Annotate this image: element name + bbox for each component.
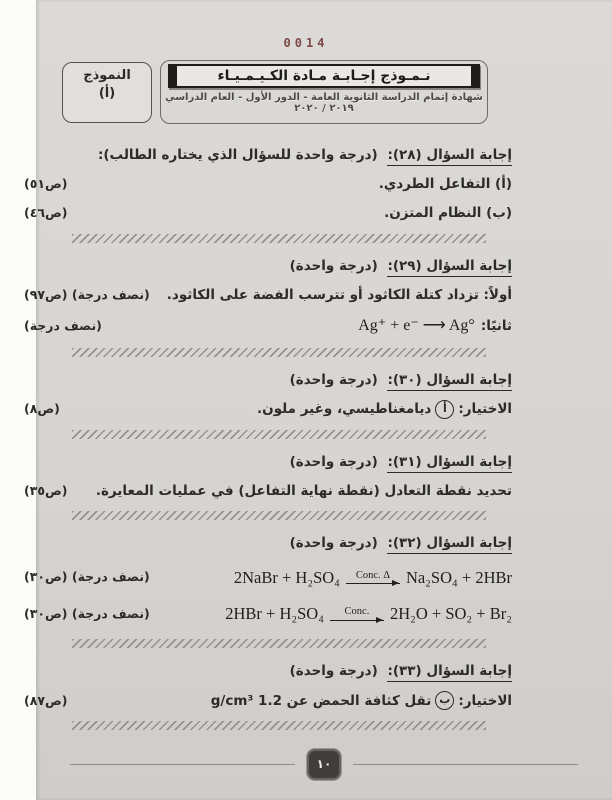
equation-lhs: 2HBr + H₂SO₄ <box>225 603 324 623</box>
model-badge <box>62 62 152 123</box>
page-ref: (نصف درجة) (ص٩٧) <box>24 286 150 302</box>
question-heading-text: إجابة السؤال (٣٠): <box>387 372 512 391</box>
heading-note: (درجة واحدة للسؤال الذي يختاره الطالب): <box>97 147 378 163</box>
answer-item <box>24 400 512 419</box>
answer-text <box>211 691 512 710</box>
exam-subtitle: شهادة إتمام الدراسة الثانوية العامة - الدور الأول - العام الدراسي ٢٠١٩ / ٢٠٢٠ <box>165 92 483 114</box>
footer <box>36 744 612 784</box>
question-heading <box>24 662 512 680</box>
page-number-badge: ١٠ <box>307 749 341 780</box>
header-panel <box>160 60 488 124</box>
reaction-equation <box>225 603 512 625</box>
question-heading <box>24 453 512 471</box>
choice-label: الاختيار: <box>458 401 512 418</box>
section-divider <box>72 511 486 520</box>
answer-item <box>24 315 512 337</box>
section-q28 <box>24 146 512 243</box>
answer-item <box>24 482 512 500</box>
answer-item <box>24 175 512 193</box>
serial-number: 0014 <box>283 36 329 50</box>
choice-label: الاختيار: <box>458 692 512 709</box>
reaction-arrow <box>330 607 384 621</box>
question-heading-text: إجابة السؤال (٢٩): <box>387 258 512 277</box>
answer-text: (ب) النظام المتزن. <box>384 205 512 222</box>
page-ref: (نصف درجة) <box>24 317 102 333</box>
heading-note: (درجة واحدة) <box>289 535 378 552</box>
footer-rule-right <box>70 764 295 765</box>
footer-rule-left <box>353 764 578 765</box>
arrow-label: Conc. Δ <box>355 569 391 581</box>
arrow-label: Conc. <box>344 606 370 618</box>
choice-text: تقل كثافة الحمض عن 1.2 g/cm³ <box>210 692 432 709</box>
equation-rhs: Na₂SO₄ + 2HBr <box>405 567 512 587</box>
heading-note: (درجة واحدة) <box>289 453 378 470</box>
question-heading-text: إجابة السؤال (٣١): <box>387 454 512 473</box>
heading-note: (درجة واحدة) <box>289 257 378 274</box>
page-ref: (نصف درجة) (ص٣٠) <box>24 569 150 585</box>
answer-text: تحديد نقطة التعادل (نقطة نهاية التفاعل) في عمليات المعايرة. <box>95 483 512 500</box>
question-heading <box>24 534 512 552</box>
exam-title: نـمـوذج إجـابـة مـادة الكـيـمـيـاء <box>168 64 480 88</box>
page-ref: (ص٣٥) <box>24 483 68 499</box>
section-q29 <box>24 257 512 357</box>
section-q32 <box>24 534 512 648</box>
page-ref: (ص٥١) <box>24 176 68 192</box>
answer-item <box>24 204 512 222</box>
answers-body <box>24 132 512 737</box>
heading-note: (درجة واحدة) <box>289 663 378 680</box>
model-letter: (أ) <box>98 86 116 101</box>
choice-circle: ب <box>435 691 454 710</box>
second-label: ثانيًا: <box>480 317 512 334</box>
page-ref: (ص٤٦) <box>24 205 68 221</box>
answer-text <box>257 400 512 419</box>
section-q33 <box>24 662 512 730</box>
question-heading <box>24 371 512 389</box>
model-label: النموذج <box>83 68 131 83</box>
section-q31 <box>24 453 512 520</box>
question-heading <box>24 146 512 164</box>
answer-item <box>24 691 512 710</box>
question-heading-text: إجابة السؤال (٣٢): <box>387 535 512 554</box>
section-divider <box>72 348 486 357</box>
question-heading-text: إجابة السؤال (٢٨): <box>387 147 512 166</box>
question-heading <box>24 257 512 275</box>
section-divider <box>72 234 486 243</box>
page-ref: (ص٨) <box>24 401 60 417</box>
equation-lhs: 2NaBr + H₂SO₄ <box>233 567 340 587</box>
choice-text: ديامغناطيسي، وغير ملون. <box>257 401 432 418</box>
section-divider <box>72 639 486 648</box>
answer-text: أولاً: تزداد كتلة الكاثود أو تترسب الفضة على الكاثود. <box>166 286 512 303</box>
chemical-formula: Ag⁺ + e⁻ ⟶ Ag° <box>358 317 475 335</box>
exam-header <box>62 60 488 124</box>
answer-text: (أ) التفاعل الطردي. <box>378 176 512 193</box>
question-heading-text: إجابة السؤال (٣٣): <box>387 663 512 682</box>
answer-item <box>24 603 512 625</box>
page-ref: (نصف درجة) (ص٣٠) <box>24 605 150 621</box>
answer-text <box>352 315 512 337</box>
page-ref: (ص٨٧) <box>24 692 68 708</box>
answer-item <box>24 286 512 304</box>
arrow-shaft <box>330 620 384 621</box>
arrow-shaft <box>346 583 400 584</box>
answer-item <box>24 567 512 589</box>
heading-note: (درجة واحدة) <box>289 371 378 388</box>
section-divider <box>72 430 486 439</box>
equation-rhs: 2H₂O + SO₂ + Br₂ <box>389 603 512 623</box>
reaction-equation <box>234 567 512 589</box>
reaction-arrow <box>346 571 400 585</box>
section-divider <box>72 721 486 730</box>
section-q30 <box>24 371 512 439</box>
choice-circle: أ <box>435 400 454 419</box>
